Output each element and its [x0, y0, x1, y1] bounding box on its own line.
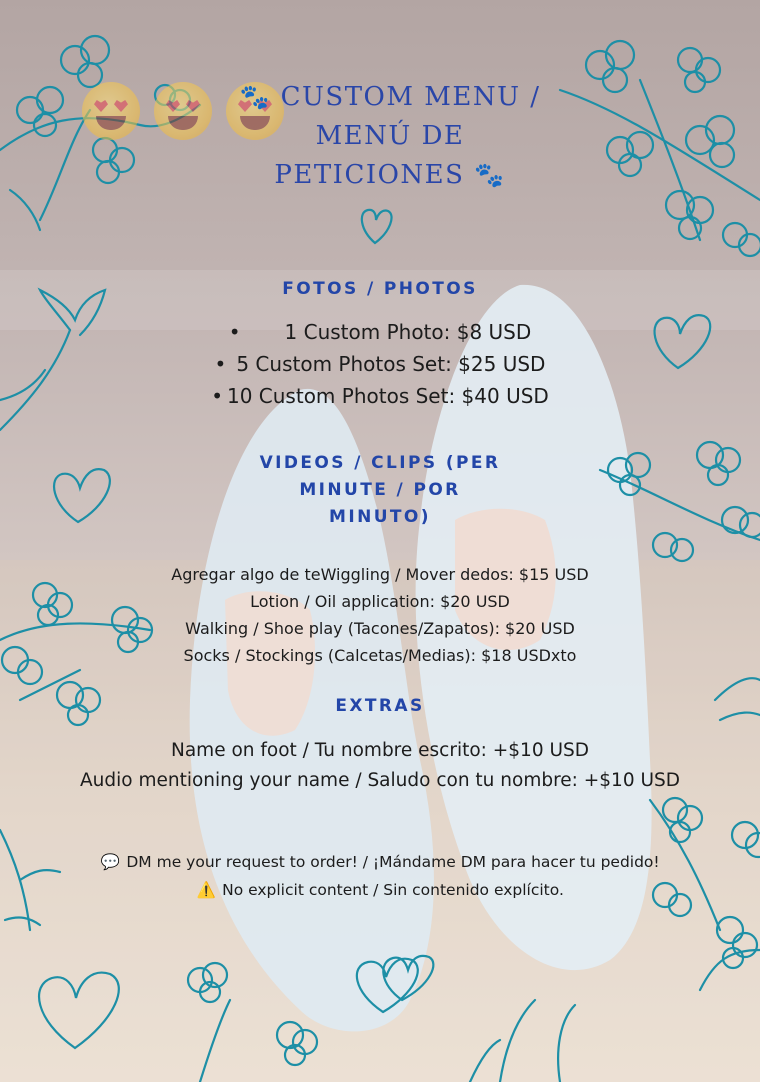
note-text: No explicit content / Sin contenido explícito.	[222, 881, 564, 899]
photos-heading: FOTOS / PHOTOS	[282, 279, 478, 299]
speech-bubble-icon: 💬	[100, 853, 121, 871]
videos-heading	[240, 450, 520, 531]
price-item	[0, 348, 760, 380]
price-item-text: 5 Custom Photos Set: $25 USD	[236, 352, 546, 376]
heart-eyes-face-icon	[82, 82, 140, 140]
flower-doodle-right-middle	[600, 442, 760, 561]
order-notes	[0, 848, 760, 904]
note-text: DM me your request to order! / ¡Mándame DM para hacer tu pedido!	[126, 853, 660, 871]
bullet-icon: •	[211, 384, 223, 408]
note-item	[0, 848, 760, 876]
heart-doodle-title	[362, 210, 392, 243]
bullet-icon: •	[228, 320, 241, 344]
flower-doodle-bottom	[188, 963, 575, 1082]
videos-heading-line-2: MINUTE / POR	[299, 480, 461, 500]
page-title	[230, 78, 550, 195]
heart-doodle-left	[54, 469, 110, 522]
extras-heading: EXTRAS	[335, 696, 425, 716]
title-line-2: MENÚ DE	[315, 121, 465, 151]
title-line-3: PETICIONES	[274, 160, 465, 190]
price-item: Audio mentioning your name / Saludo con tu nombre: +$10 USD	[79, 770, 681, 791]
price-item-text: 10 Custom Photos Set: $40 USD	[226, 384, 549, 408]
price-item: Name on foot / Tu nombre escrito: +$10 USD	[171, 740, 589, 761]
title-line-1: CUSTOM MENU /	[280, 82, 541, 112]
extras-price-list	[0, 736, 760, 796]
warning-icon: ⚠️	[196, 881, 216, 899]
note-item	[0, 876, 760, 904]
bullet-icon: •	[214, 352, 227, 376]
flower-doodle-top-right	[560, 41, 760, 256]
heart-doodle-bottom-left	[39, 973, 119, 1048]
heart-doodle-bottom-center-2	[383, 956, 433, 1000]
videos-heading-line-1: VIDEOS / CLIPS (PER	[259, 453, 501, 473]
price-item: Walking / Shoe play (Tacones/Zapatos): $20 USD	[185, 619, 575, 638]
videos-price-list	[0, 561, 760, 669]
paw-prints-icon: 🐾	[239, 83, 271, 111]
paw-prints-icon: 🐾	[474, 161, 506, 189]
price-item	[0, 316, 760, 348]
price-item: Socks / Stockings (Calcetas/Medias): $18 USDxto	[183, 646, 577, 665]
price-item-text: 1 Custom Photo: $8 USD	[284, 320, 532, 344]
heart-eyes-face-icon	[154, 82, 212, 140]
price-item	[0, 380, 760, 412]
price-item: Agregar algo de teWiggling / Mover dedos: $15 USD	[171, 565, 589, 584]
price-item: Lotion / Oil application: $20 USD	[250, 592, 510, 611]
videos-heading-line-3: MINUTO)	[329, 507, 431, 527]
photos-price-list	[0, 316, 760, 412]
